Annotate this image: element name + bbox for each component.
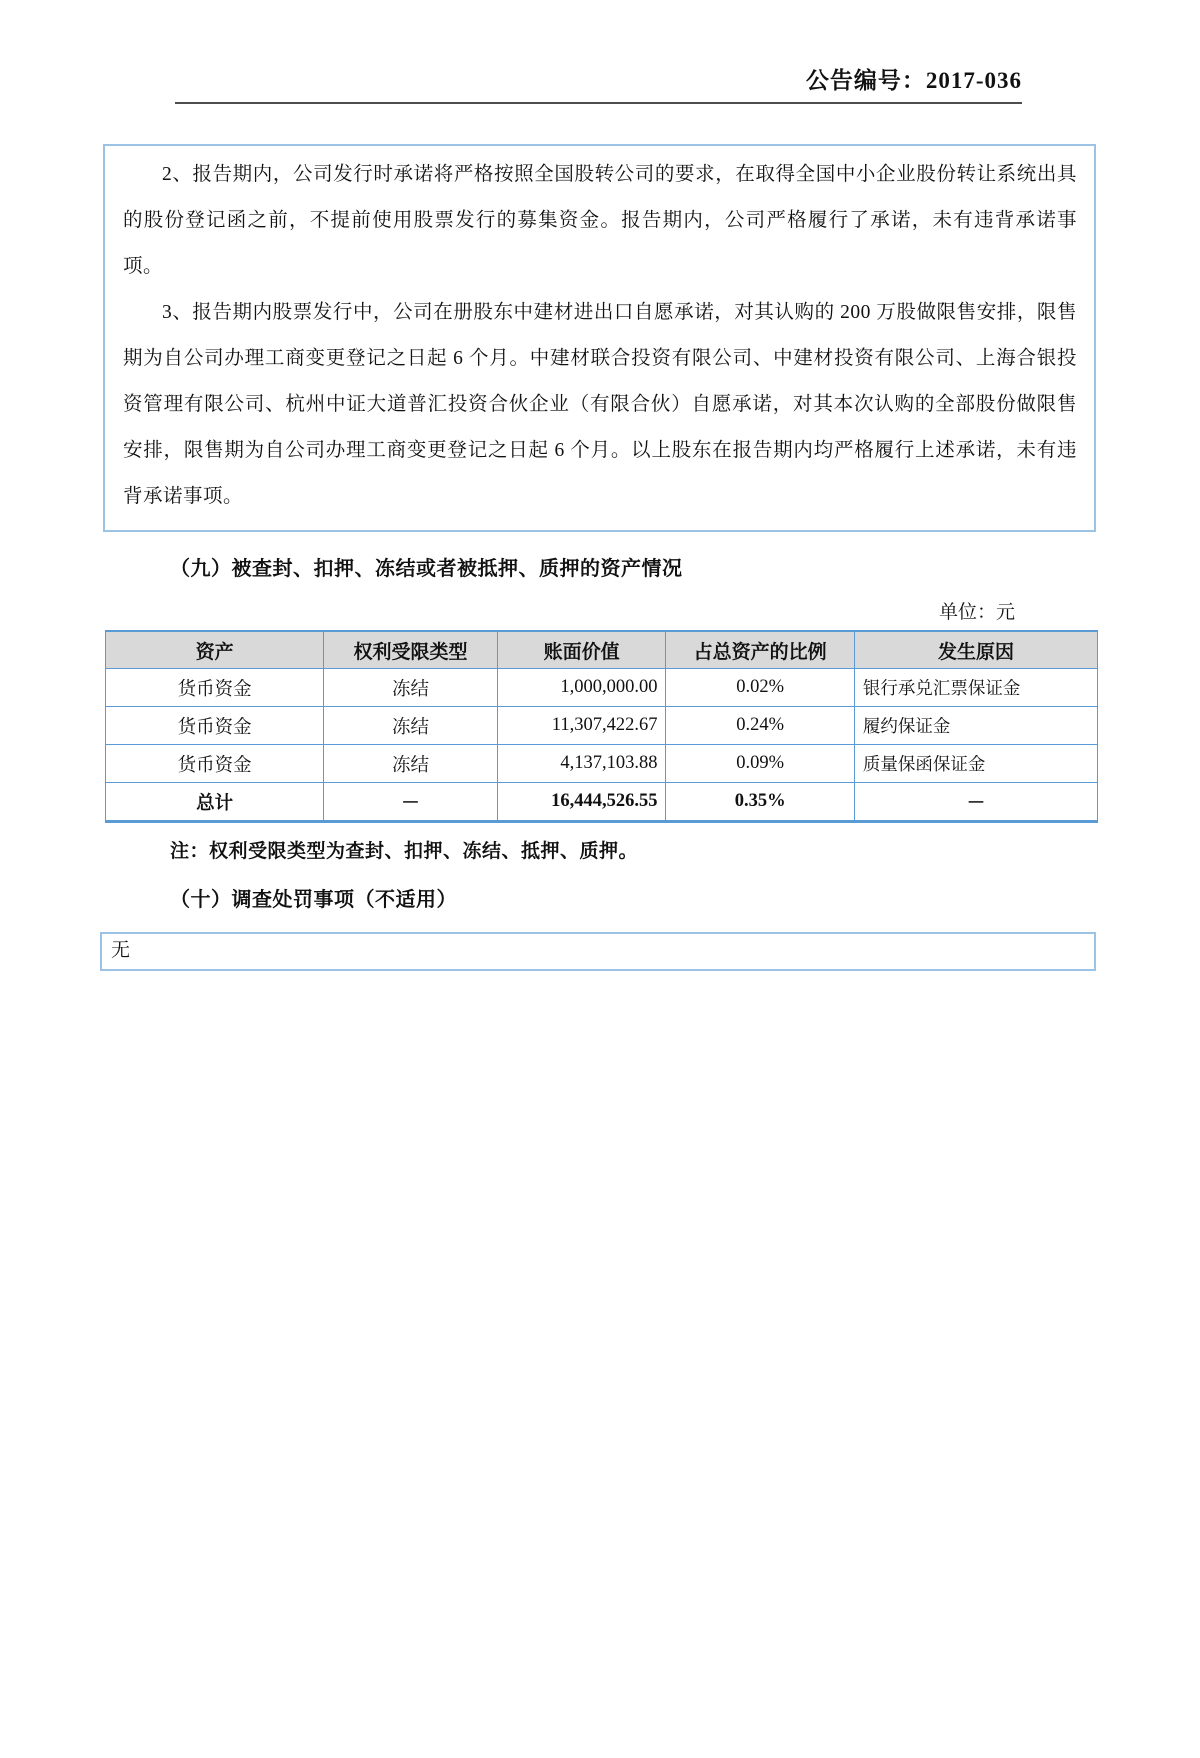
table-row bbox=[106, 707, 1098, 745]
table-cell: 0.02% bbox=[666, 669, 854, 707]
column-header-book-value: 账面价值 bbox=[497, 631, 666, 669]
section-9-heading: （九）被查封、扣押、冻结或者被抵押、质押的资产情况 bbox=[170, 558, 683, 580]
table-cell: 11,307,422.67 bbox=[497, 707, 666, 745]
column-header-asset: 资产 bbox=[106, 631, 324, 669]
none-text: 无 bbox=[111, 940, 131, 961]
commitment-box bbox=[103, 144, 1096, 532]
unit-label: 单位：元 bbox=[938, 602, 1015, 623]
column-header-reason: 发生原因 bbox=[854, 631, 1097, 669]
section-10-content-box bbox=[100, 932, 1096, 971]
table-cell: 4,137,103.88 bbox=[497, 745, 666, 783]
restricted-assets-table bbox=[105, 630, 1098, 823]
table-cell: － bbox=[854, 783, 1097, 822]
table-total-row bbox=[106, 783, 1098, 822]
column-header-ratio: 占总资产的比例 bbox=[666, 631, 854, 669]
table-cell: 冻结 bbox=[324, 745, 498, 783]
column-header-restriction-type: 权利受限类型 bbox=[324, 631, 498, 669]
table-cell: 总计 bbox=[106, 783, 324, 822]
table-cell: 冻结 bbox=[324, 707, 498, 745]
table-cell: － bbox=[324, 783, 498, 822]
table-cell: 货币资金 bbox=[106, 707, 324, 745]
document-page bbox=[0, 62, 1200, 1758]
table-cell: 16,444,526.55 bbox=[497, 783, 666, 822]
table-row bbox=[106, 745, 1098, 783]
table-cell: 冻结 bbox=[324, 669, 498, 707]
table-cell: 0.24% bbox=[666, 707, 854, 745]
table-cell: 0.09% bbox=[666, 745, 854, 783]
table-cell: 质量保函保证金 bbox=[854, 745, 1097, 783]
table-cell: 货币资金 bbox=[106, 669, 324, 707]
table-note: 注：权利受限类型为查封、扣押、冻结、抵押、质押。 bbox=[170, 841, 639, 862]
table-cell: 履约保证金 bbox=[854, 707, 1097, 745]
table-cell: 银行承兑汇票保证金 bbox=[854, 669, 1097, 707]
table-cell: 0.35% bbox=[666, 783, 854, 822]
table-cell: 货币资金 bbox=[106, 745, 324, 783]
commitment-paragraph-2: 2、报告期内，公司发行时承诺将严格按照全国股转公司的要求，在取得全国中小企业股份转让系统出具的股份登记函之前，不提前使用股票发行的募集资金。报告期内，公司严格履行了承诺，未有违背承诺事项。 bbox=[123, 164, 1077, 277]
announcement-number: 公告编号：2017-036 bbox=[175, 62, 1022, 104]
commitment-paragraph-3: 3、报告期内股票发行中，公司在册股东中建材进出口自愿承诺，对其认购的 200 万股做限售安排，限售期为自公司办理工商变更登记之日起 6 个月。中建材联合投资有限公司、中建材投资有限公司、上海合银投资管理有限公司、杭州中证大道普汇投资合伙企业（有限合伙）自愿承诺，对其本次认购的全部股份做限售安排，限售期为自公司办理工商变更登记之日起 6 个月。以上股东在报告期内均严格履行上述承诺，未有违背承诺事项。 bbox=[123, 302, 1077, 507]
section-10-heading: （十）调查处罚事项（不适用） bbox=[170, 889, 457, 911]
table-header-row bbox=[106, 631, 1098, 669]
table-cell: 1,000,000.00 bbox=[497, 669, 666, 707]
table-row bbox=[106, 669, 1098, 707]
